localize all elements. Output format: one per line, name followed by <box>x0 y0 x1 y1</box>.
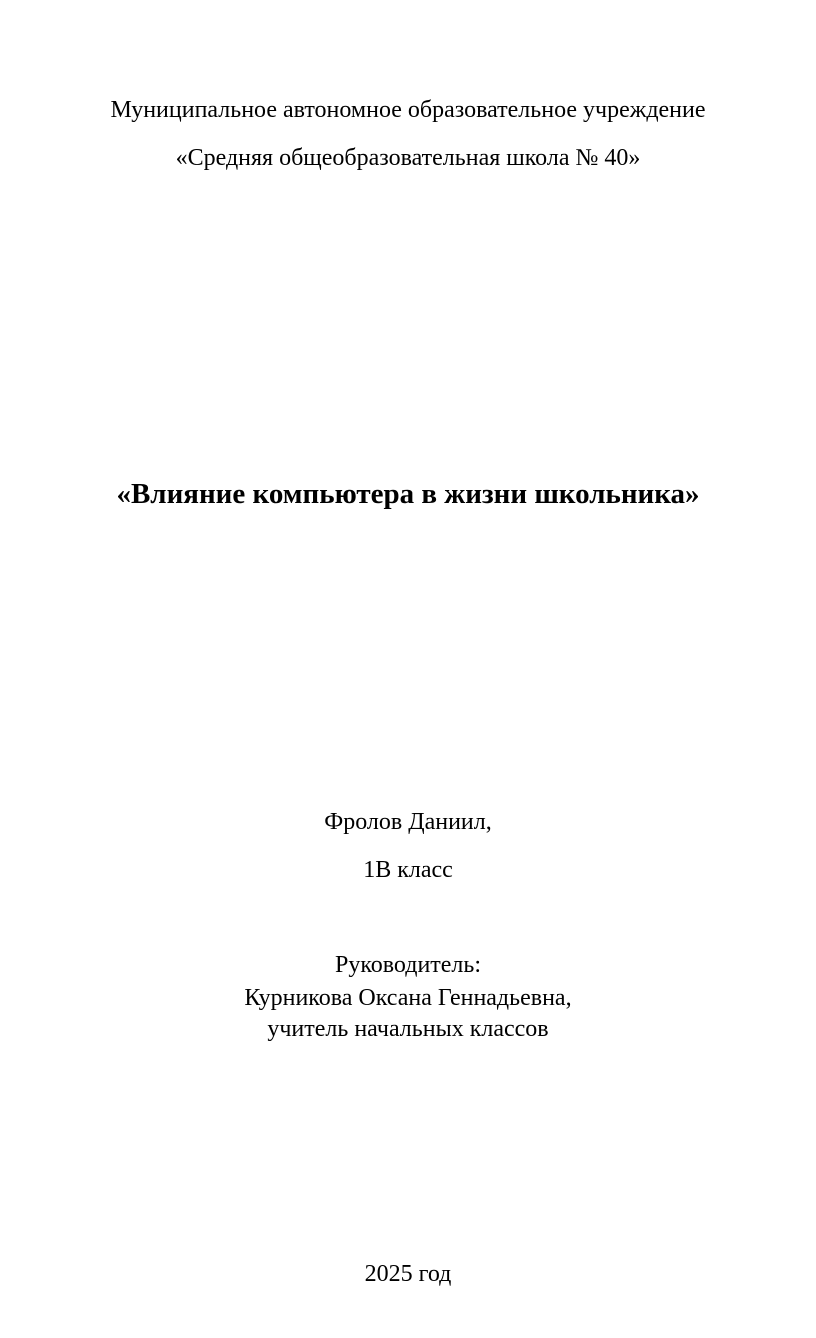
document-year: 2025 год <box>364 1261 452 1287</box>
document-title: «Влияние компьютера в жизни школьника» <box>116 478 700 510</box>
supervisor-label: Руководитель: <box>334 952 482 978</box>
institution-line-2: «Средняя общеобразовательная школа № 40» <box>175 145 641 171</box>
supervisor-position: учитель начальных классов <box>267 1016 549 1042</box>
author-grade: 1В класс <box>363 857 453 883</box>
supervisor-name: Курникова Оксана Геннадьевна, <box>244 985 572 1011</box>
author-name: Фролов Даниил, <box>324 809 492 835</box>
institution-line-1: Муниципальное автономное образовательное учреждение <box>110 97 706 123</box>
